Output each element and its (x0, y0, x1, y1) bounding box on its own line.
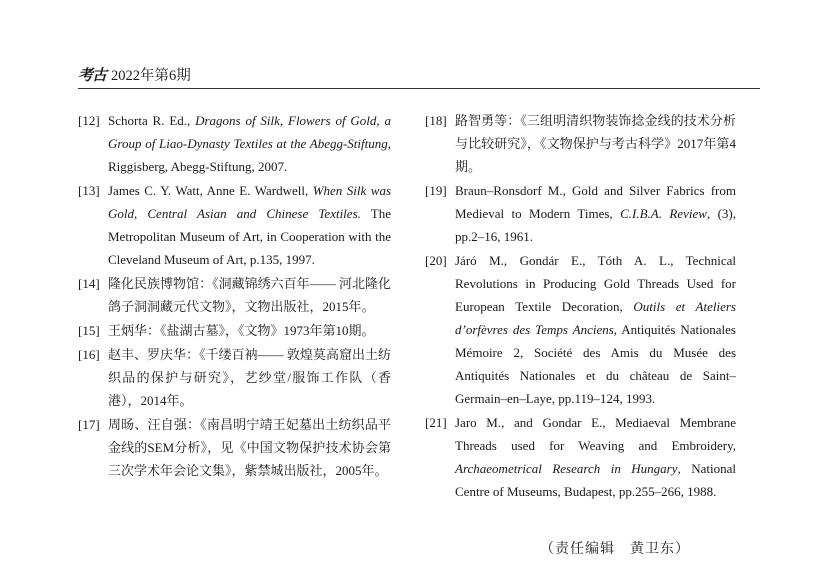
reference-number: [12] (78, 113, 100, 128)
reference-text (108, 319, 391, 342)
reference-text-segment: 赵丰、罗庆华：《千缕百衲—— 敦煌莫高窟出土纺织品的保护与研究》，艺纱堂/服饰工作队（香港），2014年。 (108, 347, 391, 408)
reference-number: [13] (78, 183, 100, 198)
reference-text (455, 179, 736, 248)
reference-entry (78, 179, 391, 271)
reference-text (108, 413, 391, 482)
reference-entry (425, 109, 736, 178)
reference-text (455, 411, 736, 503)
reference-text-segment: 王炳华：《盐湖古墓》，《文物》1973年第10期。 (108, 323, 375, 338)
reference-number: [21] (425, 415, 447, 430)
issue-label: 2022年第6期 (111, 68, 191, 84)
reference-number: [20] (425, 253, 447, 268)
reference-entry (78, 109, 391, 178)
reference-title-italic: Archaeometrical Research in Hungary (455, 461, 678, 476)
reference-title-italic: Outils et Ateliers d’orfèvres des Temps Anciens (455, 299, 736, 337)
reference-text-segment: 周旸、汪自强：《南昌明宁靖王妃墓出土纺织品平金线的SEM分析》，见《中国文物保护技术协会第三次学术年会论文集》，紫禁城出版社，2005年。 (108, 417, 391, 478)
reference-entry (425, 179, 736, 248)
reference-number: [17] (78, 417, 100, 432)
journal-logo: 考古 (78, 66, 107, 84)
reference-title-italic: Dragons of Silk, Flowers of Gold, a Group of Liao-Dynasty Textiles at the Abegg-Stiftung (108, 113, 391, 151)
reference-text-segment: 路智勇等：《三组明清织物装饰捻金线的技术分析与比较研究》，《文物保护与考古科学》2017年第4期。 (455, 113, 736, 174)
reference-entry (425, 411, 736, 503)
reference-number: [14] (78, 276, 100, 291)
reference-title-italic: C.I.B.A. Review (620, 206, 707, 221)
running-header (78, 64, 191, 85)
reference-text-segment: , Riggisberg, Abegg-Stiftung, 2007. (108, 136, 391, 174)
reference-number: [16] (78, 347, 100, 362)
editor-note: （责任编辑 黄卫东） (540, 541, 690, 557)
reference-entry (78, 272, 391, 318)
reference-entry (78, 343, 391, 412)
reference-text (108, 272, 391, 318)
reference-text-segment: James C. Y. Watt, Anne E. Wardwell, (108, 183, 313, 198)
reference-number: [19] (425, 183, 447, 198)
reference-text (108, 109, 391, 178)
reference-text (455, 249, 736, 410)
reference-text-segment: Járó M., Gondár E., Tóth A. L., Technical Revolutions in Producing Gold Threads Used for European Textile Decoration, (455, 253, 736, 314)
reference-text-segment: Braun–Ronsdorf M., Gold and Silver Fabrics from Medieval to Modern Times, (455, 183, 736, 221)
reference-text-segment: The Metropolitan Museum of Art, in Cooperation with the Cleveland Museum of Art, p.135, 1997. (108, 206, 391, 267)
header-rule (78, 88, 760, 89)
reference-text-segment: , National Centre of Museums, Budapest, pp.255–266, 1988. (455, 461, 736, 499)
reference-text-segment: , Antiquités Nationales Mémoire 2, Société des Amis du Musée des Antiquités Nationales et du château de Saint–Germain–en–Laye, pp.119–124, 1993. (455, 322, 736, 406)
reference-text (108, 179, 391, 271)
reference-entry (78, 413, 391, 482)
reference-text-segment: Jaro M., and Gondar E., Mediaeval Membrane Threads used for Weaving and Embroidery, (455, 415, 736, 453)
references-left-column (78, 109, 391, 483)
reference-entry (425, 249, 736, 410)
reference-text (108, 343, 391, 412)
reference-number: [15] (78, 323, 100, 338)
reference-title-italic: When Silk was Gold, Central Asian and Chinese Textiles. (108, 183, 392, 221)
reference-entry (78, 319, 391, 342)
references-right-column (425, 109, 736, 504)
reference-text-segment: 隆化民族博物馆：《洞藏锦绣六百年—— 河北隆化鸽子洞洞藏元代文物》，文物出版社，2015年。 (108, 276, 391, 314)
reference-text-segment: Schorta R. Ed., (108, 113, 196, 128)
reference-number: [18] (425, 113, 447, 128)
reference-text (455, 109, 736, 178)
reference-text-segment: , (3), pp.2–16, 1961. (455, 206, 736, 244)
